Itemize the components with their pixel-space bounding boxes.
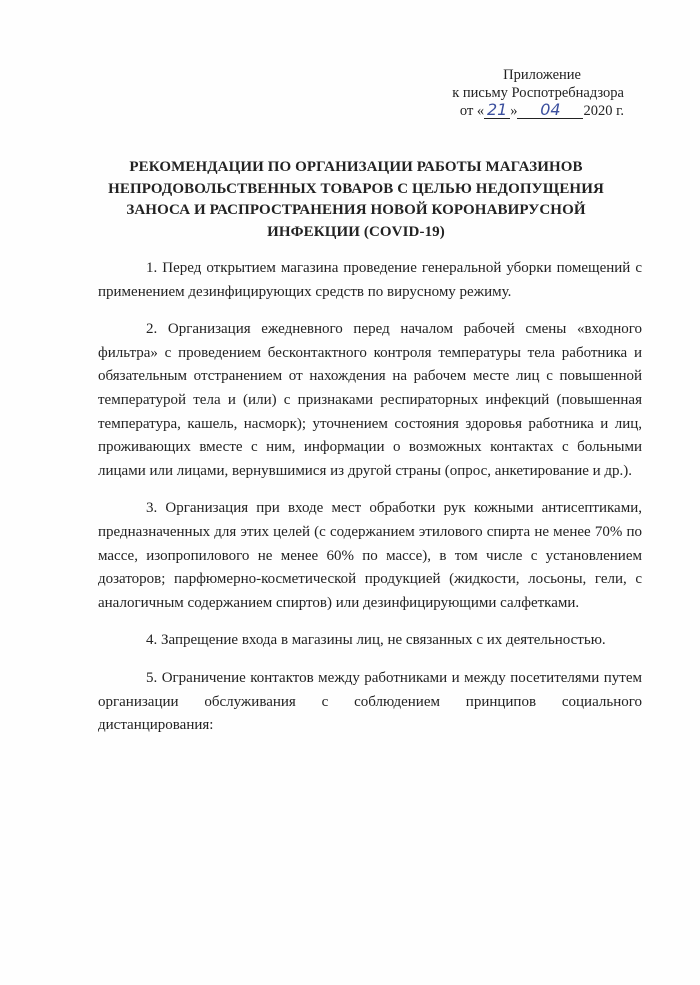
date-day-handwritten: 21 [484,102,510,119]
date-year: 2020 г. [583,103,624,119]
paragraph-5: 5. Ограничение контактов между работниками и между посетителями путем организации обслуживания с соблюдением принципов социального дистанцирования: [98,669,642,734]
document-title: РЕКОМЕНДАЦИИ ПО ОРГАНИЗАЦИИ РАБОТЫ МАГАЗИНОВ НЕПРОДОВОЛЬСТВЕННЫХ ТОВАРОВ С ЦЕЛЬЮ НЕДОПУЩЕНИЯ ЗАНОСА И РАСПРОСТРАНЕНИЯ НОВОЙ КОРОНАВИРУСНОЙ ИНФЕКЦИИ (COVID-19) [108,159,604,240]
paragraph-3: 3. Организация при входе мест обработки рук кожными антисептиками, предназначенных для этих целей (с содержанием этилового спирта не менее 70% по массе, изопропилового не менее 60% по массе), в том числе с установлением дозаторов; парфюмерно-косметической продукцией (жидкости, лосьоны, гели, с аналогичным содержанием спиртов) или дезинфицирующими салфетками. [98,500,642,611]
annex-header [394,66,624,120]
document-body [98,257,642,738]
paragraph-4: 4. Запрещение входа в магазины лиц, не связанных с их деятельностью. [146,632,606,649]
date-mid: » [510,103,518,119]
annex-reference: к письму Роспотребнадзора [452,85,624,101]
annex-date [394,102,624,120]
annex-label: Приложение [503,67,581,83]
date-month-handwritten: 04 [517,102,583,119]
date-prefix: от « [459,103,485,119]
paragraph-2: 2. Организация ежедневного перед началом рабочей смены «входного фильтра» с проведением бесконтактного контроля температуры тела работника и обязательным отстранением от нахождения на рабочем месте лиц с повышенной температурой тела и (или) с признаками респираторных инфекций (повышенная температура, кашель, насморк); уточнением состояния здоровья работника и лиц, проживающих вместе с ним, информации о возможных контактах с больными лицами или лицами, вернувшимися из другой страны (опрос, анкетирование и др.). [98,321,642,479]
paragraph-1: 1. Перед открытием магазина проведение генеральной уборки помещений с применением дезинфицирующих средств по вирусному режиму. [98,260,642,300]
